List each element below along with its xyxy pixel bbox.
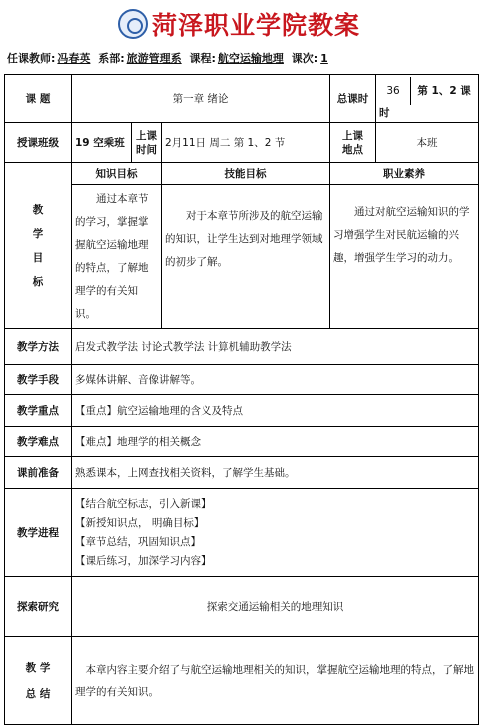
research-label: 探索研究 bbox=[5, 577, 72, 637]
class-row bbox=[5, 123, 479, 163]
summary-value: 本章内容主要介绍了与航空运输地理相关的知识，掌握航空运输地理的特点，了解地理学的有关知识。 bbox=[72, 637, 479, 725]
research-row bbox=[5, 577, 479, 637]
topic-value: 第一章 绪论 bbox=[72, 75, 330, 123]
process-label: 教学进程 bbox=[5, 489, 72, 577]
goals-label-char-1: 教 bbox=[32, 203, 44, 216]
topic-label: 课 题 bbox=[5, 75, 72, 123]
process-step: 【课后练习，加深学习内容】 bbox=[75, 554, 212, 567]
place-value: 本班 bbox=[376, 123, 479, 163]
means-value: 多媒体讲解、音像讲解等。 bbox=[72, 365, 479, 395]
difficulty-row bbox=[5, 427, 479, 457]
course-value: 航空运输地理 bbox=[217, 52, 284, 65]
methods-row bbox=[5, 329, 479, 365]
school-logo-icon bbox=[118, 9, 148, 39]
goals-label-char-2: 学 bbox=[32, 227, 44, 240]
key-point-value: 【重点】航空运输地理的含义及特点 bbox=[72, 395, 479, 427]
preparation-row bbox=[5, 457, 479, 489]
means-label: 教学手段 bbox=[5, 365, 72, 395]
lesson-plan-table bbox=[4, 74, 479, 725]
process-step: 【章节总结，巩固知识点】 bbox=[75, 535, 201, 548]
lesson-number: 第 1、2 课时 bbox=[379, 85, 471, 119]
key-point-label: 教学重点 bbox=[5, 395, 72, 427]
teacher-value: 冯春英 bbox=[57, 52, 91, 65]
process-step: 【新授知识点， 明确目标】 bbox=[75, 516, 205, 529]
process-list bbox=[72, 489, 479, 577]
time-label-line-2: 时间 bbox=[136, 143, 157, 156]
difficulty-value: 【难点】地理学的相关概念 bbox=[72, 427, 479, 457]
course-info-line bbox=[7, 50, 332, 66]
goals-label-char-4: 标 bbox=[32, 275, 44, 288]
time-label-line-1: 上课 bbox=[136, 129, 157, 142]
research-value: 探索交通运输相关的地理知识 bbox=[72, 577, 479, 637]
goals-content-row bbox=[5, 185, 479, 329]
session-value: 1 bbox=[320, 52, 328, 65]
school-title: 菏泽职业学院教案 bbox=[152, 11, 361, 40]
dept-value: 旅游管理系 bbox=[126, 52, 182, 65]
knowledge-goal-text: 通过本章节的学习，掌握掌握航空运输地理的特点，了解地理学的有关知识。 bbox=[72, 185, 162, 329]
process-row bbox=[5, 489, 479, 577]
quality-goal-text: 通过对航空运输知识的学习增强学生对民航运输的兴趣，增强学生学习的动力。 bbox=[330, 185, 479, 329]
summary-row bbox=[5, 637, 479, 725]
time-label bbox=[132, 123, 162, 163]
time-value: 2月11日 周二 第 1、2 节 bbox=[162, 123, 330, 163]
dept-label: 系部: bbox=[98, 52, 125, 65]
summary-label-line-1: 教 学 bbox=[25, 661, 51, 674]
difficulty-label: 教学难点 bbox=[5, 427, 72, 457]
goals-header-row bbox=[5, 163, 479, 185]
total-hours-label: 总课时 bbox=[330, 75, 376, 123]
means-row bbox=[5, 365, 479, 395]
teacher-label: 任课教师: bbox=[7, 52, 56, 65]
class-label: 授课班级 bbox=[5, 123, 72, 163]
summary-label-line-2: 总 结 bbox=[25, 687, 51, 700]
goals-label bbox=[5, 163, 72, 329]
methods-value: 启发式教学法 讨论式教学法 计算机辅助教学法 bbox=[72, 329, 479, 365]
place-label bbox=[330, 123, 376, 163]
course-label: 课程: bbox=[189, 52, 216, 65]
quality-goal-header: 职业素养 bbox=[330, 163, 479, 185]
total-hours-value: 36 bbox=[376, 77, 411, 105]
key-point-row bbox=[5, 395, 479, 427]
skill-goal-text: 对于本章节所涉及的航空运输的知识，让学生达到对地理学领域的初步了解。 bbox=[162, 185, 330, 329]
topic-row bbox=[5, 75, 479, 123]
goals-label-char-3: 目 bbox=[32, 251, 44, 264]
document-header bbox=[0, 0, 483, 44]
summary-label bbox=[5, 637, 72, 725]
place-label-line-1: 上课 bbox=[342, 129, 364, 142]
skill-goal-header: 技能目标 bbox=[162, 163, 330, 185]
knowledge-goal-header: 知识目标 bbox=[72, 163, 162, 185]
session-label: 课次: bbox=[291, 52, 319, 65]
preparation-value: 熟悉课本，上网查找相关资料，了解学生基础。 bbox=[72, 457, 479, 489]
hours-cell bbox=[376, 75, 479, 123]
process-step: 【结合航空标志，引入新课】 bbox=[75, 497, 212, 510]
place-label-line-2: 地点 bbox=[342, 143, 364, 156]
methods-label: 教学方法 bbox=[5, 329, 72, 365]
preparation-label: 课前准备 bbox=[5, 457, 72, 489]
class-value: 19 空乘班 bbox=[72, 123, 132, 163]
